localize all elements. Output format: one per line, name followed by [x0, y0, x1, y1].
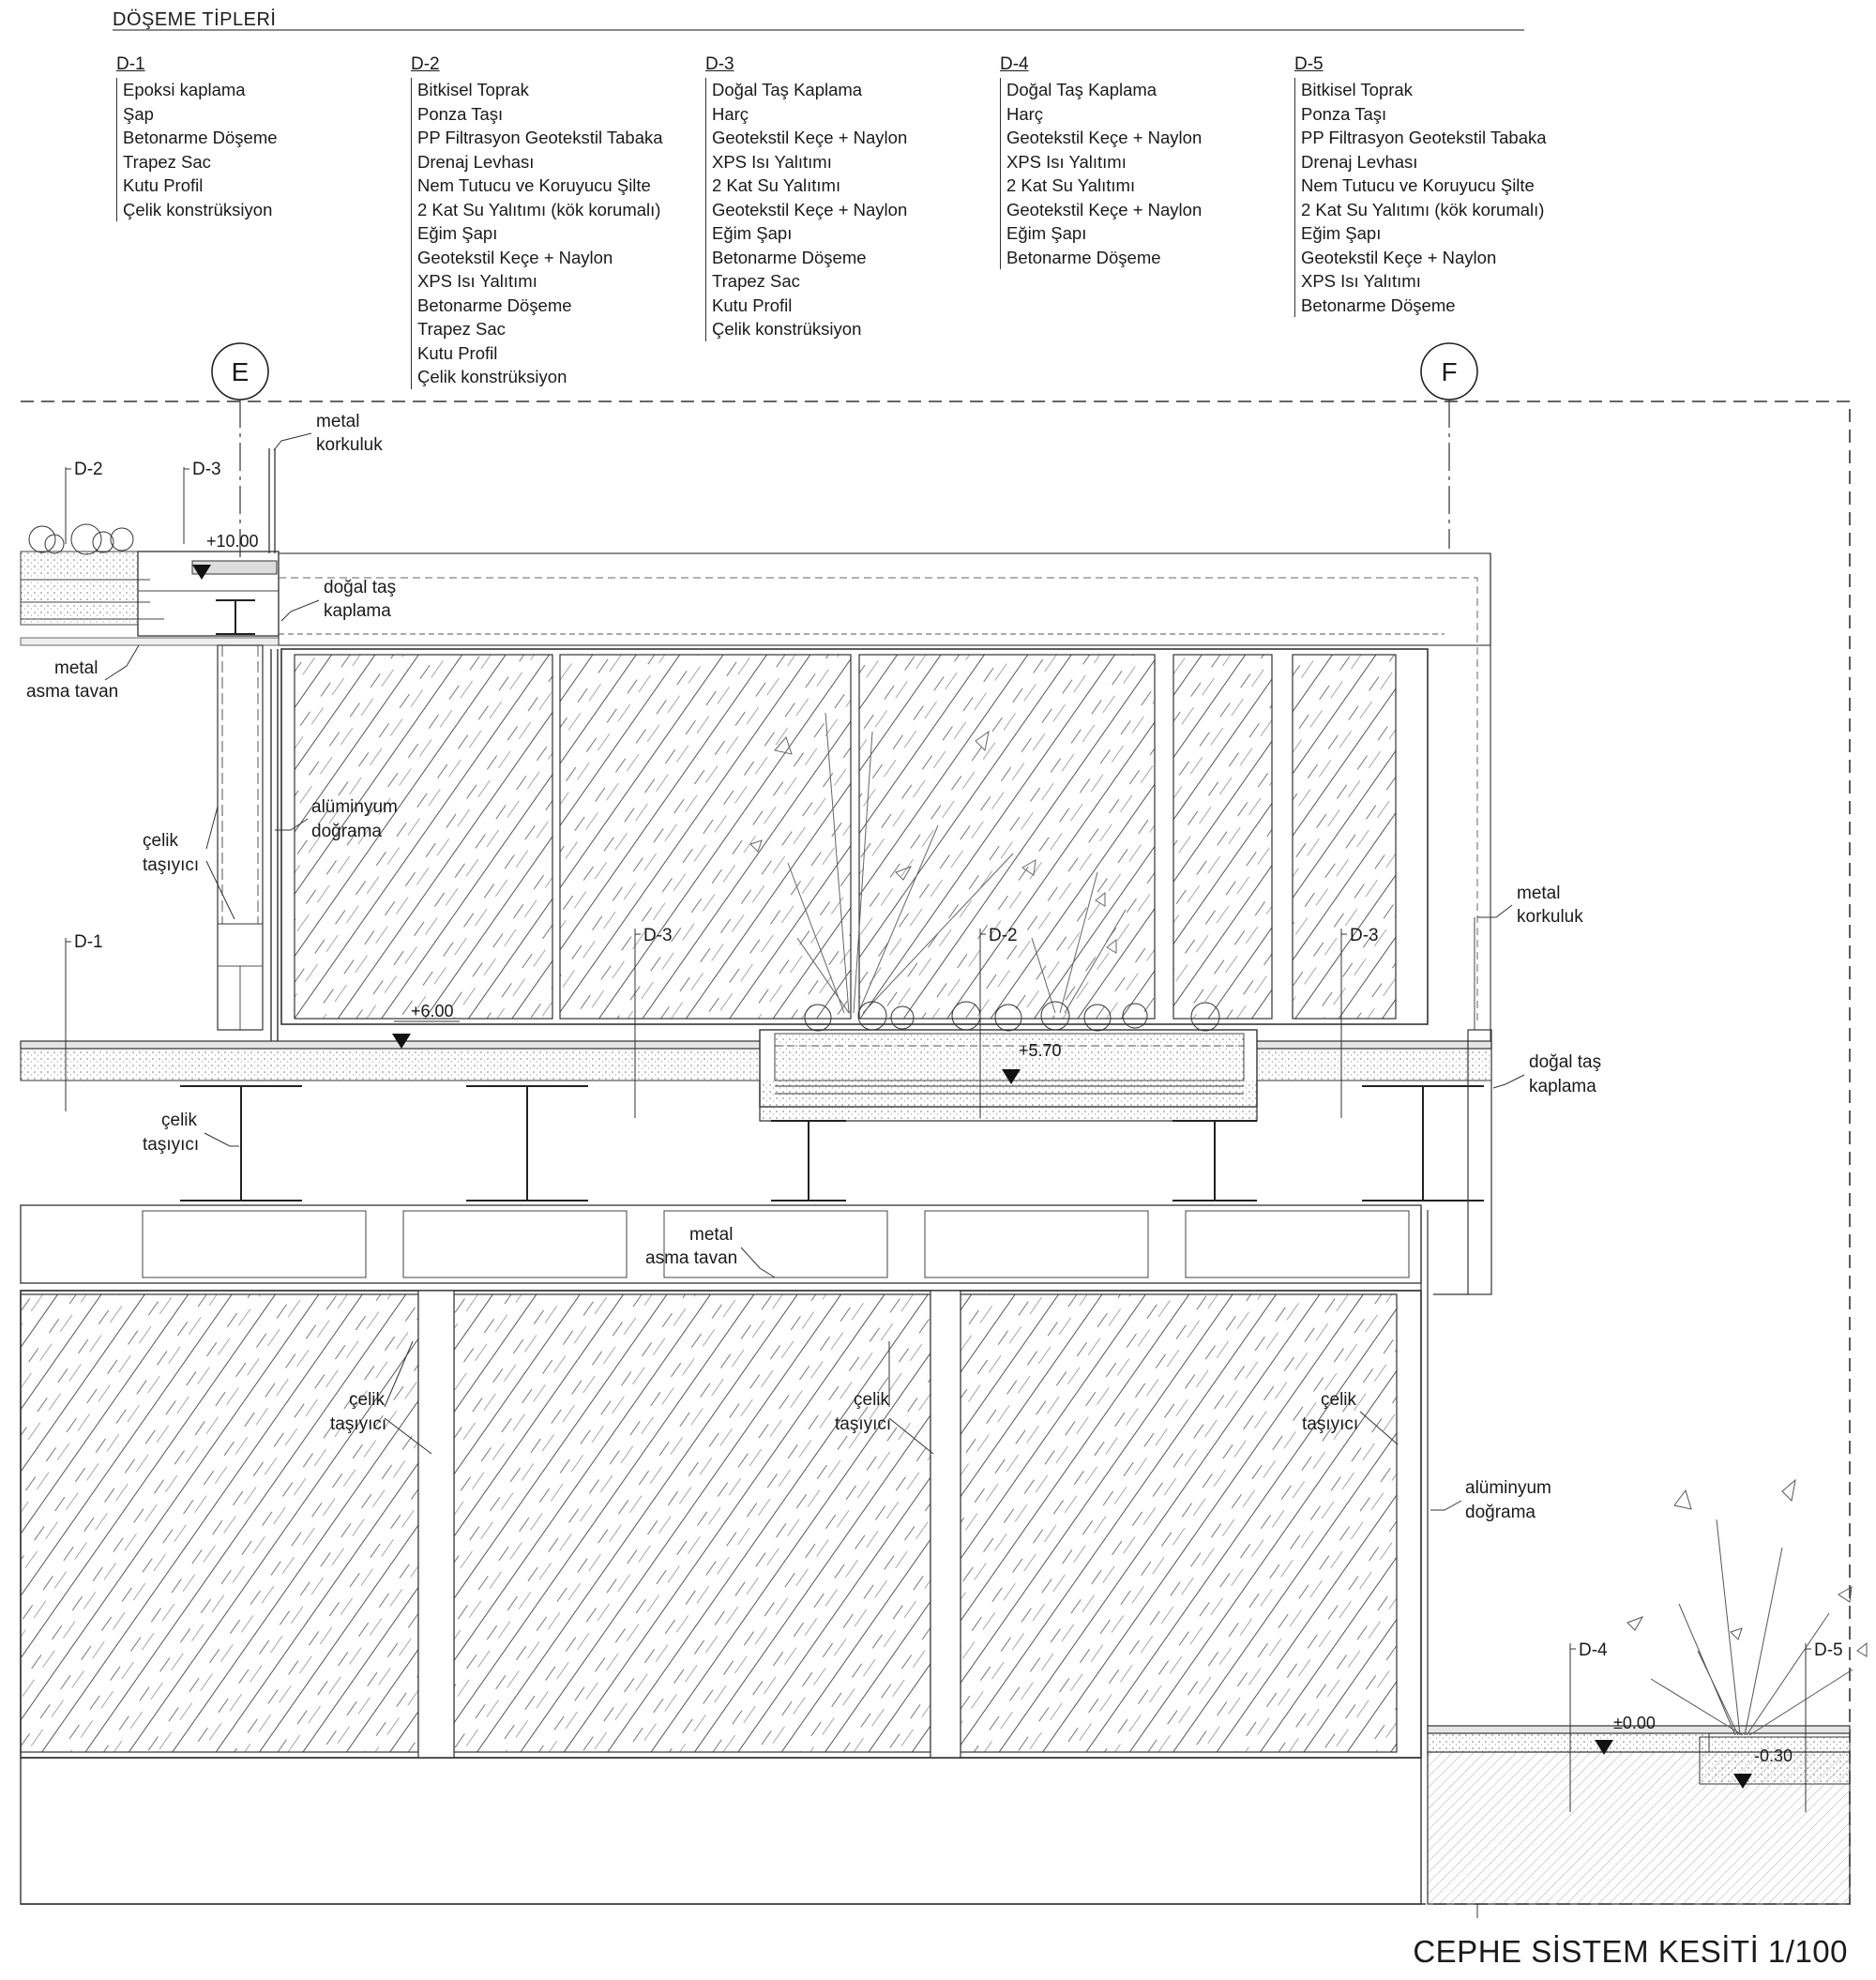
layer-item: Eğim Şapı: [417, 223, 498, 243]
roof-ceiling: [21, 638, 279, 645]
layer-item: Nem Tutucu ve Koruyucu Şilte: [1301, 175, 1535, 195]
floor-tag: D-2: [74, 460, 103, 479]
roof-steel-beam: [216, 600, 255, 634]
roof-garden-soil: [21, 552, 138, 625]
legend-code: D-5: [1294, 54, 1324, 74]
layer-item: PP Filtrasyon Geotekstil Tabaka: [1301, 128, 1547, 147]
layer-item: Çelik konstrüksiyon: [712, 319, 862, 339]
layer-item: Betonarme Döşeme: [1006, 247, 1161, 267]
layer-item: Drenaj Levhası: [1301, 151, 1418, 172]
layer-item: 2 Kat Su Yalıtımı: [712, 175, 841, 195]
leader-line: [741, 1247, 775, 1277]
left-steel-column: [218, 645, 263, 1030]
annotation-text: metal: [54, 658, 98, 678]
layer-item: Epoksi kaplama: [123, 80, 246, 99]
floor-tag: D-2: [989, 926, 1018, 945]
annotation-text: taşıyıcı: [330, 1414, 387, 1434]
layer-item: Geotekstil Keçe + Naylon: [417, 247, 613, 267]
layer-item: Betonarme Döşeme: [417, 295, 572, 315]
axis-label: F: [1441, 357, 1458, 386]
glass-panel: [1173, 655, 1272, 1019]
layer-item: Doğal Taş Kaplama: [712, 80, 863, 99]
legend-code: D-1: [116, 54, 145, 74]
floor-tag: D-3: [192, 460, 221, 479]
roof-railing: [269, 448, 275, 553]
annotation-text: asma tavan: [645, 1248, 738, 1268]
annotation-text: kaplama: [324, 601, 391, 621]
layer-item: Kutu Profil: [417, 342, 498, 363]
annotation-text: kaplama: [1529, 1077, 1596, 1096]
annotation-text: çelik: [143, 831, 179, 851]
glass-panel: [1293, 655, 1396, 1019]
layer-item: Geotekstil Keçe + Naylon: [712, 128, 908, 147]
glass-panel: [21, 1294, 418, 1752]
layer-item: Çelik konstrüksiyon: [417, 367, 567, 386]
layer-item: Betonarme Döşeme: [712, 247, 867, 267]
grid-axis-e: [212, 343, 268, 563]
roof-shrubs: [29, 524, 133, 554]
annotation-text: alüminyum: [311, 797, 398, 817]
annotation-text: metal: [316, 412, 360, 431]
level-label: +6.00: [411, 1002, 454, 1020]
layer-item: 2 Kat Su Yalıtımı (kök korumalı): [417, 199, 661, 219]
layer-item: Eğim Şapı: [712, 223, 793, 243]
layer-item: Geotekstil Keçe + Naylon: [1006, 199, 1203, 219]
leader-line: [281, 600, 319, 621]
roof-fascia: [279, 553, 1490, 645]
annotation-text: doğal taş: [324, 578, 397, 597]
layer-item: XPS Isı Yalıtımı: [417, 271, 537, 291]
legend-code: D-3: [705, 54, 734, 74]
layer-item: Eğim Şapı: [1301, 223, 1382, 243]
legend-title: DÖŞEME TİPLERİ: [113, 9, 277, 30]
leader-line: [1493, 1075, 1524, 1088]
grid-axis-f: [1421, 343, 1477, 549]
floor-tag: D-3: [643, 926, 673, 945]
glass-panel: [454, 1294, 930, 1752]
glass-panel: [859, 655, 1155, 1019]
layer-item: 2 Kat Su Yalıtımı (kök korumalı): [1301, 199, 1545, 219]
layer-item: PP Filtrasyon Geotekstil Tabaka: [417, 128, 663, 147]
annotation-text: korkuluk: [316, 435, 383, 455]
layer-item: Doğal Taş Kaplama: [1006, 80, 1157, 99]
annotation-text: taşıyıcı: [143, 1135, 200, 1155]
layer-item: Harç: [1006, 103, 1044, 124]
layer-item: Trapez Sac: [712, 271, 800, 291]
annotation-text: doğrama: [311, 822, 382, 841]
layer-item: Harç: [712, 103, 749, 124]
leader-line: [206, 807, 218, 849]
layer-item: Ponza Taşı: [1301, 103, 1387, 124]
annotation-text: çelik: [854, 1390, 890, 1410]
glass-panel: [961, 1294, 1397, 1752]
basement-wall: [21, 1758, 1421, 1904]
steel-beam: [1172, 1121, 1257, 1201]
annotation-text: çelik: [1321, 1390, 1357, 1410]
layer-item: Trapez Sac: [417, 319, 506, 339]
annotation-text: korkuluk: [1517, 907, 1583, 927]
layer-item: Geotekstil Keçe + Naylon: [712, 199, 908, 219]
layer-item: Bitkisel Toprak: [1301, 80, 1413, 99]
layer-item: Kutu Profil: [712, 295, 793, 315]
leader-line: [204, 1133, 239, 1146]
annotation-text: taşıyıcı: [1302, 1414, 1359, 1434]
layer-item: XPS Isı Yalıtımı: [712, 151, 832, 172]
axis-label: E: [231, 357, 250, 386]
floor-tag: D-3: [1350, 926, 1379, 945]
layer-item: Nem Tutucu ve Koruyucu Şilte: [417, 175, 651, 195]
steel-column: [418, 1291, 454, 1758]
steel-beam: [466, 1086, 588, 1201]
layer-item: Drenaj Levhası: [417, 151, 535, 172]
sheet-title: CEPHE SİSTEM KESİTİ 1/100: [1413, 1934, 1848, 1969]
layer-item: Geotekstil Keçe + Naylon: [1006, 128, 1203, 147]
annotation-text: metal: [1517, 884, 1561, 903]
annotation-text: metal: [689, 1225, 734, 1245]
steel-column: [930, 1291, 961, 1758]
layer-item: Betonarme Döşeme: [1301, 295, 1456, 315]
annotation-text: doğrama: [1465, 1503, 1536, 1522]
layer-item: Trapez Sac: [123, 151, 211, 172]
legend-code: D-4: [1000, 54, 1029, 74]
leader-line: [206, 861, 234, 919]
layer-item: Bitkisel Toprak: [417, 80, 529, 99]
annotation-text: alüminyum: [1465, 1478, 1551, 1498]
ground-concrete: [1428, 1752, 1850, 1904]
layer-item: Şap: [123, 103, 154, 124]
glass-panel: [560, 655, 851, 1019]
garden-tree: [1627, 1480, 1867, 1735]
steel-beam: [771, 1121, 846, 1201]
annotation-text: çelik: [161, 1111, 198, 1130]
annotation-text: asma tavan: [26, 682, 119, 702]
leader-line: [105, 645, 139, 680]
level-label: +5.70: [1019, 1041, 1062, 1060]
layer-item: Betonarme Döşeme: [123, 128, 278, 147]
floor-tag: D-5: [1814, 1640, 1843, 1660]
annotation-text: çelik: [349, 1390, 386, 1410]
upper-curtain-wall: [271, 649, 1428, 1049]
annotation-text: taşıyıcı: [835, 1414, 892, 1434]
layer-item: XPS Isı Yalıtımı: [1301, 271, 1421, 291]
layer-item: XPS Isı Yalıtımı: [1006, 151, 1127, 172]
floor-tag: D-4: [1579, 1640, 1608, 1660]
floor-tag: D-1: [74, 932, 103, 952]
annotation-text: taşıyıcı: [143, 855, 200, 875]
layer-item: Kutu Profil: [123, 175, 204, 195]
floor-finish: [21, 1041, 1491, 1049]
leader-line: [1430, 1501, 1461, 1510]
layer-item: 2 Kat Su Yalıtımı: [1006, 175, 1136, 195]
level-label: ±0.00: [1613, 1714, 1656, 1732]
leader-line: [274, 433, 311, 450]
leader-line: [1477, 905, 1512, 917]
annotation-text: doğal taş: [1529, 1052, 1602, 1072]
lower-curtain-wall: [21, 1291, 1421, 1904]
layer-item: Geotekstil Keçe + Naylon: [1301, 247, 1497, 267]
level-label: +10.00: [206, 532, 259, 551]
level-label: -0.30: [1754, 1746, 1793, 1765]
layer-item: Çelik konstrüksiyon: [123, 199, 273, 219]
legend-code: D-2: [411, 54, 440, 74]
layer-item: Ponza Taşı: [417, 103, 504, 124]
steel-beam: [1362, 1086, 1484, 1201]
layer-item: Eğim Şapı: [1006, 223, 1087, 243]
floor-screed: [21, 1049, 1491, 1081]
